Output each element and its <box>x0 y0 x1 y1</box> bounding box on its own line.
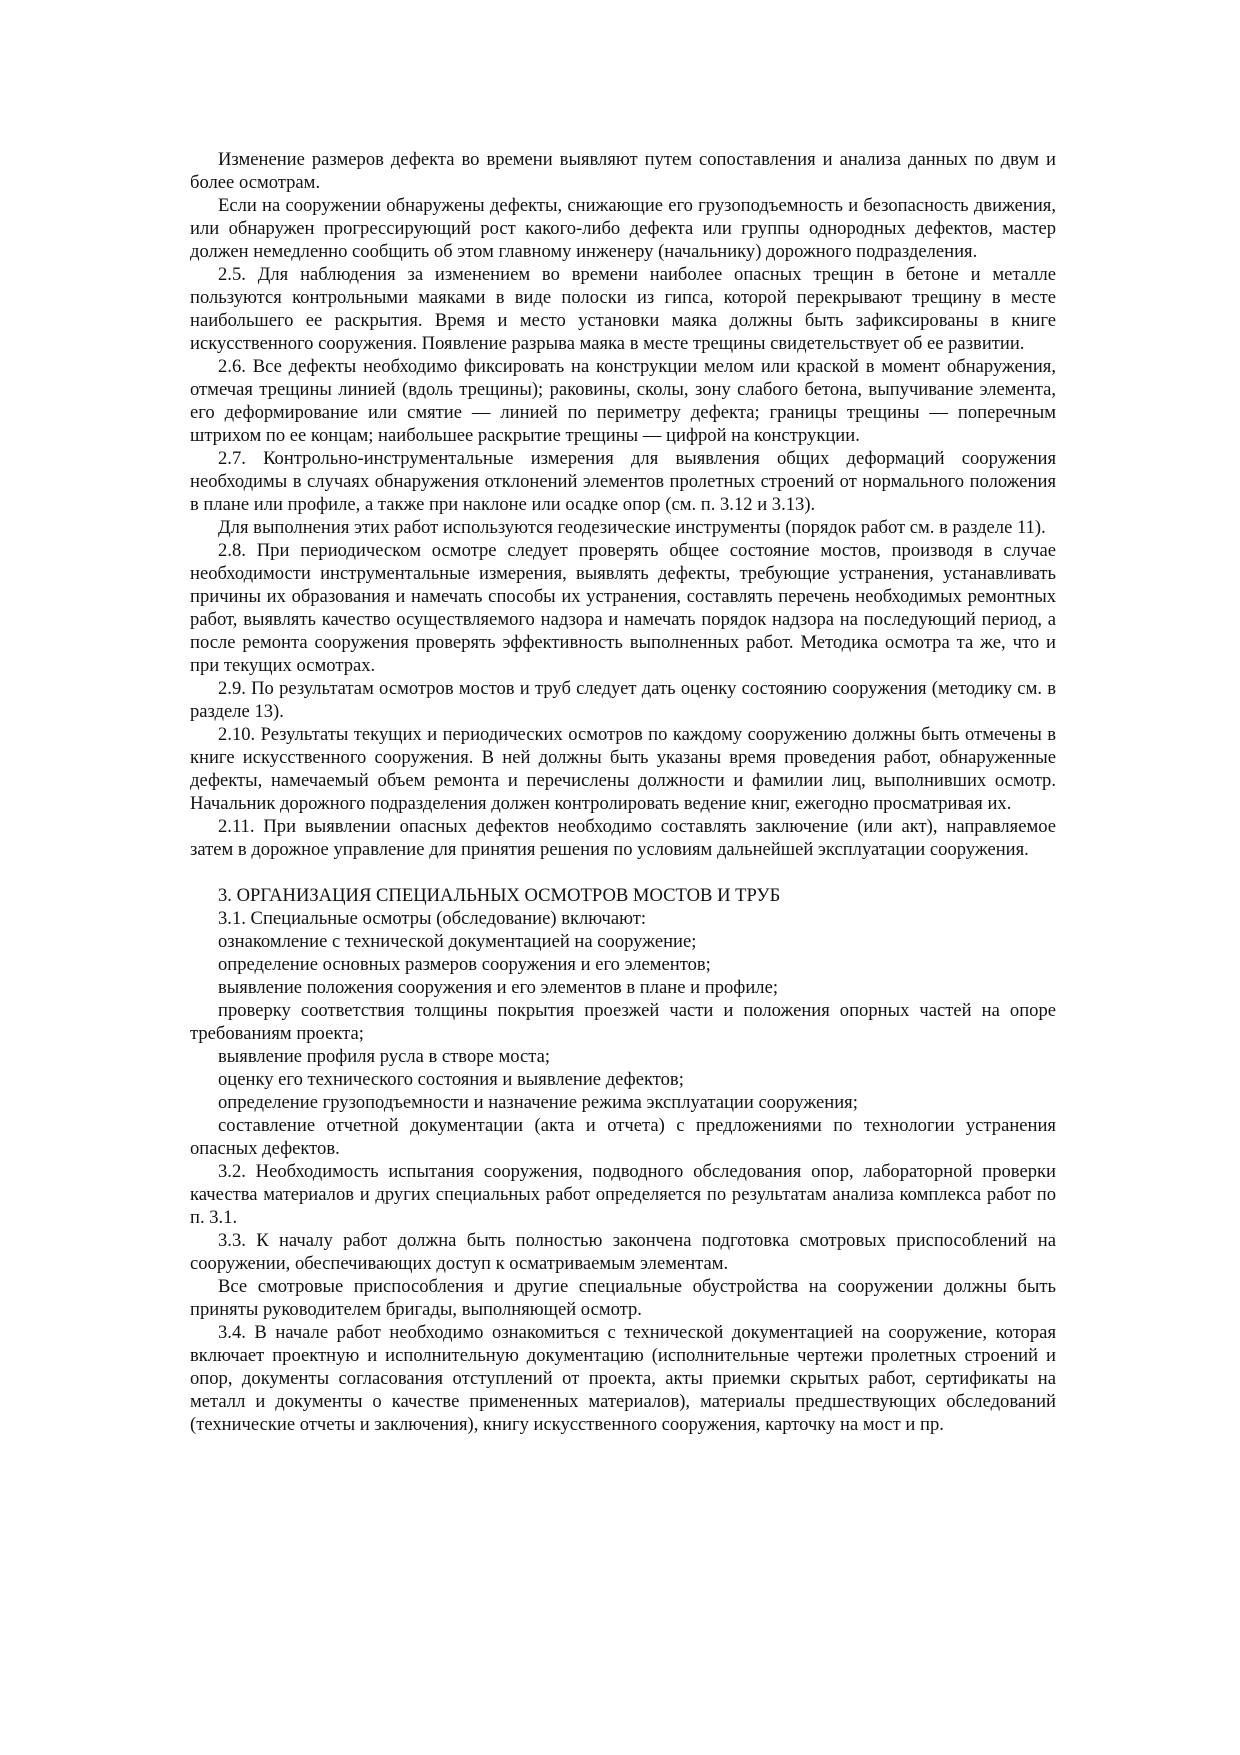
list-item-condition-assessment: оценку его технического состояния и выявление дефектов; <box>218 1069 684 1090</box>
paragraph-defect-size-change: Изменение размеров дефекта во времени выявляют путем сопоставления и анализа данных по двум и более осмотрам. <box>190 149 1056 193</box>
list-item-documentation: ознакомление с технической документацией на сооружение; <box>218 931 697 952</box>
paragraph-2-7: 2.7. Контрольно-инструментальные измерения для выявления общих деформаций сооружения необходимы в случаях обнаружения отклонений элементов пролетных строений от нормального положения в плане или профиле, а также при наклоне или осадке опор (см. п. 3.12 и 3.13). <box>190 448 1056 515</box>
list-item-pavement-check: проверку соответствия толщины покрытия проезжей части и положения опорных частей на опоре требованиям проекта; <box>190 1000 1056 1044</box>
list-item-riverbed-profile: выявление профиля русла в створе моста; <box>218 1046 551 1067</box>
paragraph-3-1: 3.1. Специальные осмотры (обследование) включают: <box>218 908 647 929</box>
paragraph-3-4: 3.4. В начале работ необходимо ознакомиться с технической документацией на сооружение, которая включает проектную и исполнительную документацию (исполнительные чертежи пролетных строений и опор, документы согласования отступлений от проекта, акты приемки скрытых работ, сертификаты на металл и документы о качестве примененных материалов), материалы предшествующих обследований (технические отчеты и заключения), книгу искусственного сооружения, карточку на мост и пр. <box>190 1322 1056 1435</box>
paragraph-2-8: 2.8. При периодическом осмотре следует проверять общее состояние мостов, производя в случае необходимости инструментальные измерения, выявлять дефекты, требующие устранения, устанавливать причины их образования и намечать способы их устранения, составлять перечень необходимых ремонтных работ, выявлять качество осуществляемого надзора и намечать порядок надзора на последующий период, а после ремонта сооружения проверять эффективность выполненных работ. Методика осмотра та же, что и при текущих осмотрах. <box>190 540 1056 676</box>
paragraph-2-10: 2.10. Результаты текущих и периодических осмотров по каждому сооружению должны быть отмечены в книге искусственного сооружения. В ней должны быть указаны время проведения работ, обнаруженные дефекты, намечаемый объем ремонта и перечислены должности и фамилии лиц, выполнивших осмотр. Начальник дорожного подразделения должен контролировать ведение книг, ежегодно просматривая их. <box>190 724 1056 814</box>
section-3-heading: 3. ОРГАНИЗАЦИЯ СПЕЦИАЛЬНЫХ ОСМОТРОВ МОСТОВ И ТРУБ <box>218 885 781 906</box>
paragraph-geodetic-tools: Для выполнения этих работ используются геодезические инструменты (порядок работ см. в разделе 11). <box>218 517 1046 538</box>
paragraph-defects-report: Если на сооружении обнаружены дефекты, снижающие его грузоподъемность и безопасность движения, или обнаружен прогрессирующий рост какого-либо дефекта или группы однородных дефектов, мастер должен немедленно сообщить об этом главному инженеру (начальнику) дорожного подразделения. <box>190 195 1056 262</box>
paragraph-3-2: 3.2. Необходимость испытания сооружения, подводного обследования опор, лабораторной проверки качества материалов и других специальных работ определяется по результатам анализа комплекса работ по п. 3.1. <box>190 1161 1056 1228</box>
list-item-load-capacity: определение грузоподъемности и назначение режима эксплуатации сооружения; <box>218 1092 858 1113</box>
paragraph-2-9: 2.9. По результатам осмотров мостов и труб следует дать оценку состоянию сооружения (методику см. в разделе 13). <box>190 678 1056 722</box>
paragraph-3-3: 3.3. К началу работ должна быть полностью закончена подготовка смотровых приспособлений на сооружении, обеспечивающих доступ к осматриваемым элементам. <box>190 1230 1056 1274</box>
list-item-dimensions: определение основных размеров сооружения и его элементов; <box>218 954 711 975</box>
paragraph-2-5: 2.5. Для наблюдения за изменением во времени наиболее опасных трещин в бетоне и металле пользуются контрольными маяками в виде полоски из гипса, которой перекрывают трещину в месте наибольшего ее раскрытия. Время и место установки маяка должны быть зафиксированы в книге искусственного сооружения. Появление разрыва маяка в месте трещины свидетельствует об ее развитии. <box>190 264 1056 354</box>
paragraph-2-6: 2.6. Все дефекты необходимо фиксировать на конструкции мелом или краской в момент обнаружения, отмечая трещины линией (вдоль трещины); раковины, сколы, зону слабого бетона, выпучивание элемента, его деформирование или смятие — линией по периметру дефекта; границы трещины — поперечным штрихом по ее концам; наибольшее раскрытие трещины — цифрой на конструкции. <box>190 356 1056 446</box>
document-page <box>190 148 1056 1436</box>
list-item-position: выявление положения сооружения и его элементов в плане и профиле; <box>218 977 778 998</box>
paragraph-2-11: 2.11. При выявлении опасных дефектов необходимо составлять заключение (или акт), направляемое затем в дорожное управление для принятия решения по условиям дальнейшей эксплуатации сооружения. <box>190 816 1056 860</box>
list-item-reporting: составление отчетной документации (акта и отчета) с предложениями по технологии устранения опасных дефектов. <box>190 1115 1056 1159</box>
paragraph-inspection-devices: Все смотровые приспособления и другие специальные обустройства на сооружении должны быть приняты руководителем бригады, выполняющей осмотр. <box>190 1276 1056 1320</box>
